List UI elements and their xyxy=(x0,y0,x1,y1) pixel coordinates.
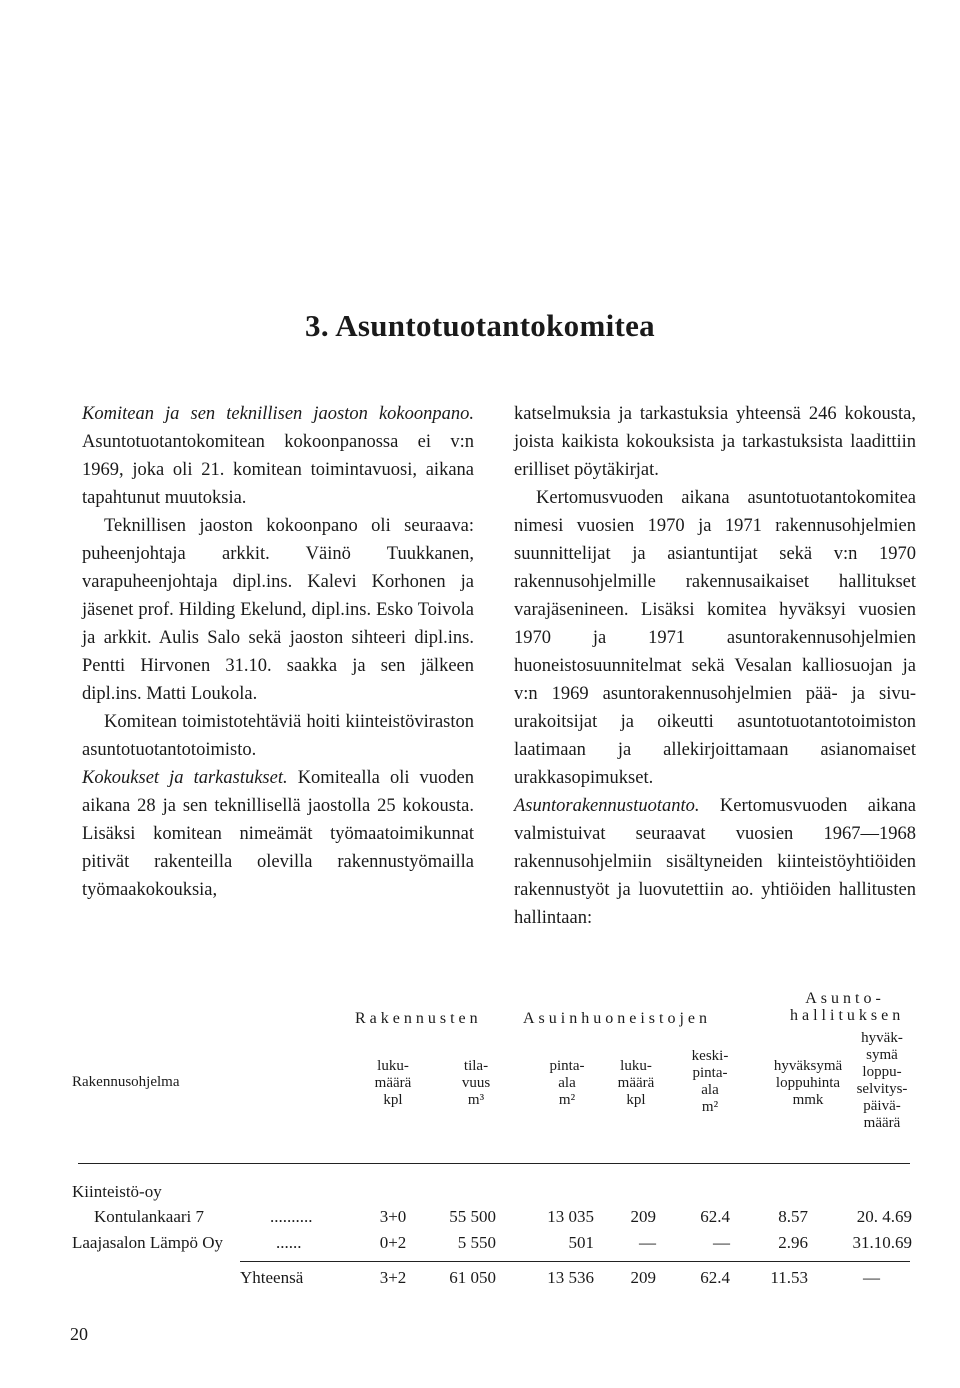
row-loppuhinta: 2.96 xyxy=(778,1233,808,1252)
header-line: vuus xyxy=(461,1075,491,1091)
row-leader-dots: .......... xyxy=(270,1207,313,1226)
header-group-asunto xyxy=(790,990,905,1024)
paragraph: katselmuksia ja tarkastuksia yhteensä 246 kokousta, joista kaikista kokouksista ja tarkastuksista laadittiin erilliset pöytäkirjat. xyxy=(514,404,916,480)
total-lukumaara-2: 209 xyxy=(630,1268,656,1287)
paragraph-lead: Kokoukset ja tarkastukset. xyxy=(82,768,288,788)
table-header-rule xyxy=(78,1163,910,1164)
header-line: luku- xyxy=(620,1058,652,1074)
paragraph-text: Komitealla oli vuoden aikana 28 ja sen teknillisellä jaostolla 25 kokousta. Lisäksi komitean nimeämät työmaatoimikunnat pitivät rakenteilla olevilla rakennustyömailla työmaakokouksia, xyxy=(82,768,475,900)
total-tilavuus: 61 050 xyxy=(449,1268,496,1287)
row-pinta-ala: 501 xyxy=(568,1233,594,1252)
right-column xyxy=(514,400,916,932)
row-pinta-ala: 13 035 xyxy=(547,1207,594,1226)
total-keskipinta-ala: 62.4 xyxy=(700,1268,730,1287)
total-loppuhinta: 11.53 xyxy=(770,1268,808,1287)
header-line: hallituksen xyxy=(790,1007,905,1024)
total-lukumaara: 3+2 xyxy=(379,1268,407,1287)
header-line: tila- xyxy=(463,1058,489,1074)
row-lukumaara: 0+2 xyxy=(379,1233,407,1252)
row-loppuhinta: 8.57 xyxy=(778,1207,808,1226)
header-keskipinta-ala xyxy=(678,1048,742,1116)
paragraph-text: Kertomusvuoden aikana valmistuivat seuraavat vuosien 1967—1968 rakennusohjelmiin sisältyneiden kiinteistöyhtiöiden rakennustyöt ja luovutettiin ao. yhtiöiden hallitusten hallintaan: xyxy=(514,796,916,928)
header-line: m² xyxy=(701,1099,719,1115)
page-number: 20 xyxy=(70,1324,88,1344)
paragraph-lead: Komitean ja sen teknillisen jaoston kokoonpano. xyxy=(82,404,474,424)
header-line: kpl xyxy=(383,1092,403,1108)
row-keskipinta-ala: — xyxy=(713,1233,730,1252)
row-name: Kontulankaari 7 xyxy=(94,1207,204,1226)
header-line: määrä xyxy=(617,1075,655,1091)
paragraph: Teknillisen jaoston kokoonpano oli seuraava: puheenjohtaja arkkit. Väinö Tuukkanen, varapuheenjohtaja dipl.ins. Kalevi Korhonen ja jäsenet prof. Hilding Ekelund, dipl.ins. Esko Toivola ja arkkit. Aulis Salo sekä jaoston sihteeri dipl.ins. Pentti Hirvonen 31.10. saakka ja sen jälkeen dipl.ins. Matti Loukola. xyxy=(82,516,474,704)
header-line: m³ xyxy=(467,1092,485,1108)
header-line: kpl xyxy=(626,1092,646,1108)
header-line: m² xyxy=(558,1092,576,1108)
paragraph xyxy=(82,400,474,512)
header-line: määrä xyxy=(863,1115,901,1131)
header-line: määrä xyxy=(374,1075,412,1091)
table-total-rule xyxy=(240,1261,910,1262)
header-rakennusohjelma: Rakennusohjelma xyxy=(72,1074,180,1090)
header-group-asuinhuoneistojen: Asuinhuoneistojen xyxy=(523,1010,711,1027)
row-leader-dots: ...... xyxy=(276,1233,302,1252)
header-group-rakennusten: Rakennusten xyxy=(355,1010,482,1027)
header-loppuselvityspaivamaara xyxy=(842,1030,922,1132)
header-line: loppu- xyxy=(862,1064,902,1080)
row-paivamaara: 31.10.69 xyxy=(852,1233,912,1252)
header-tilavuus xyxy=(448,1058,504,1109)
header-lukumaara xyxy=(358,1058,428,1109)
header-line: ala xyxy=(701,1082,719,1098)
header-line: luku- xyxy=(377,1058,409,1074)
paragraph: Komitean toimistotehtäviä hoiti kiinteistöviraston asuntotuotantotoimisto. xyxy=(82,712,474,760)
header-lukumaara-2 xyxy=(604,1058,668,1109)
left-column xyxy=(82,400,474,904)
row-name: Laajasalon Lämpö Oy xyxy=(72,1233,224,1252)
header-line: Asunto- xyxy=(805,990,885,1007)
header-line: selvitys- xyxy=(856,1081,908,1097)
header-line: keski- xyxy=(691,1048,729,1064)
table-group-label: Kiinteistö-oy xyxy=(72,1182,162,1201)
row-paivamaara: 20. 4.69 xyxy=(856,1207,912,1226)
paragraph-text: Asuntotuotantokomitean kokoonpanossa ei v:n 1969, joka oli 21. komitean toimintavuosi, aikana tapahtunut muutoksia. xyxy=(82,432,474,508)
row-lukumaara-2: — xyxy=(639,1233,656,1252)
total-pinta-ala: 13 536 xyxy=(547,1268,594,1287)
row-lukumaara: 3+0 xyxy=(379,1207,407,1226)
header-line: mmk xyxy=(792,1092,824,1108)
paragraph xyxy=(514,792,916,932)
header-pinta-ala xyxy=(532,1058,602,1109)
header-line: pinta- xyxy=(549,1058,585,1074)
header-line: loppuhinta xyxy=(775,1075,841,1091)
row-tilavuus: 55 500 xyxy=(449,1207,496,1226)
header-line: symä xyxy=(866,1047,898,1063)
page-title: 3. Asuntotuotantokomitea xyxy=(305,308,655,343)
header-line: pinta- xyxy=(692,1065,728,1081)
header-line: päivä- xyxy=(863,1098,901,1114)
row-keskipinta-ala: 62.4 xyxy=(700,1207,730,1226)
paragraph: Kertomusvuoden aikana asuntotuotantokomitea nimesi vuosien 1970 ja 1971 rakennusohjelmien suunnittelijat ja asiantuntijat sekä v:n 1970 rakennusohjelmille rakennusaikaiset hallitukset varajäsenineen. Lisäksi komitea hyväksyi vuosien 1970 ja 1971 asuntorakennusohjelmien huoneistosuunnitelmat sekä Vesalan kalliosuojan ja v:n 1969 asuntorakennusohjelmien pää- ja sivu-urakoitsijat ja oikeutti asuntotuotantotoimiston laatimaan ja allekirjoittamaan asianomaiset urakkasopimukset. xyxy=(514,488,916,788)
paragraph xyxy=(82,764,474,904)
row-tilavuus: 5 550 xyxy=(457,1233,496,1252)
total-paivamaara: — xyxy=(863,1268,880,1287)
row-lukumaara-2: 209 xyxy=(630,1207,656,1226)
header-line: ala xyxy=(558,1075,576,1091)
total-label: Yhteensä xyxy=(240,1268,304,1287)
header-line: hyväk- xyxy=(861,1030,903,1046)
paragraph-lead: Asuntorakennustuotanto. xyxy=(514,796,700,816)
header-line: hyväksymä xyxy=(773,1058,843,1074)
